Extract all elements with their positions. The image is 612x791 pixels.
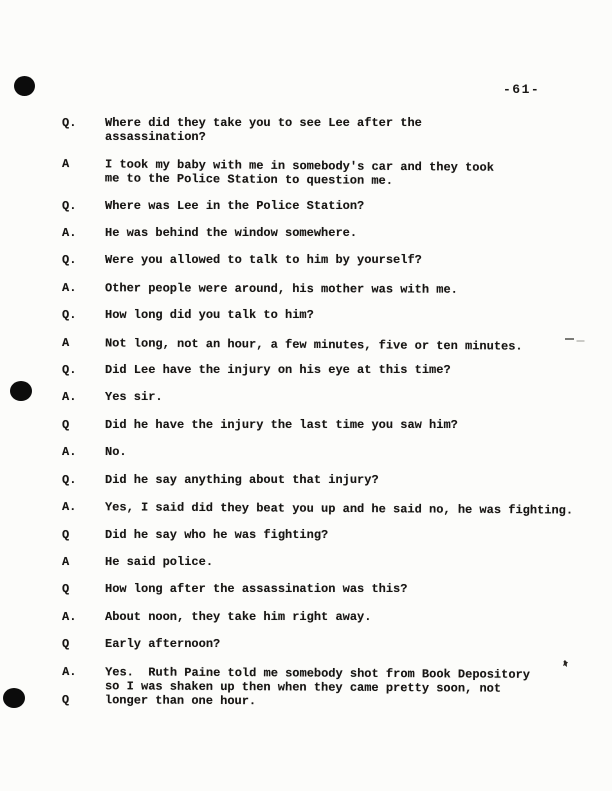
qa-row <box>62 419 592 433</box>
question-text <box>105 364 592 378</box>
text-line: so I was shaken up then when they came pretty soon, not <box>104 678 502 696</box>
answer-marker <box>62 337 105 351</box>
qa-row <box>62 282 592 298</box>
qa-row <box>62 474 592 488</box>
text-line: Did he have the injury the last time you saw him? <box>105 417 458 432</box>
marker-label: Q <box>62 637 70 652</box>
text-line: He was behind the window somewhere. <box>105 226 358 241</box>
marker-label: A. <box>61 280 77 295</box>
marker-spacer <box>62 679 105 693</box>
marker-label: A <box>62 157 70 172</box>
text-line: Yes sir. <box>105 390 163 405</box>
text-line: Did he say who he was fighting? <box>105 527 329 542</box>
qa-transcript <box>62 117 592 721</box>
text-line: Did he say anything about that injury? <box>105 472 379 487</box>
qa-row <box>62 309 592 323</box>
qa-row <box>62 158 592 190</box>
marker-label: Q. <box>62 472 77 487</box>
marker-label: A. <box>62 226 77 241</box>
marker-label: Q <box>62 417 70 432</box>
answer-text <box>105 556 592 570</box>
text-line: About noon, they take him right away. <box>105 609 372 624</box>
marker-label: Q. <box>62 116 77 130</box>
question-marker <box>62 364 105 378</box>
marker-label: A <box>61 335 70 350</box>
hole-punch-top-icon <box>14 76 35 96</box>
marker-label: A <box>62 554 70 569</box>
answer-marker <box>62 556 105 570</box>
marker-label: Q <box>62 582 70 597</box>
question-text <box>105 200 592 214</box>
answer-text <box>105 666 592 711</box>
answer-text <box>105 337 592 355</box>
answer-text <box>105 391 592 405</box>
question-marker: Q <box>61 692 70 707</box>
page-number: -61- <box>503 82 541 97</box>
qa-row <box>62 391 592 405</box>
text-line: Other people were around, his mother was with me. <box>104 281 458 297</box>
answer-text <box>105 227 592 241</box>
text-line: Where was Lee in the Police Station? <box>105 198 365 213</box>
question-text <box>105 419 592 433</box>
qa-row <box>62 666 592 711</box>
answer-marker <box>62 611 105 625</box>
text-line: Not long, not an hour, a few minutes, five or ten minutes. <box>104 335 523 354</box>
text-line: me to the Police Station to question me. <box>104 171 394 189</box>
hole-punch-middle-icon <box>10 381 32 401</box>
text-line: How long after the assassination was this? <box>105 582 408 597</box>
marker-label: Q. <box>62 198 77 213</box>
marker-label: A. <box>62 664 77 679</box>
text-line: Yes, I said did they beat you up and he said no, he was fighting. <box>104 500 574 518</box>
question-marker <box>62 254 105 268</box>
qa-row <box>62 583 592 597</box>
answer-text <box>105 611 592 625</box>
scan-speck-upper-right <box>565 338 574 340</box>
qa-row <box>62 501 592 519</box>
question-text <box>105 254 592 268</box>
marker-label: Q <box>62 527 70 542</box>
text-line: longer than one hour. <box>104 692 257 708</box>
answer-marker <box>62 446 105 460</box>
question-marker <box>62 117 105 145</box>
question-marker <box>62 309 105 323</box>
marker-label: A. <box>62 390 77 405</box>
answer-marker <box>62 501 105 515</box>
question-marker <box>62 474 105 488</box>
qa-row <box>62 611 592 625</box>
answer-marker <box>62 282 105 296</box>
text-line: He said police. <box>105 554 214 569</box>
question-marker <box>62 200 105 214</box>
answer-marker <box>62 666 105 708</box>
text-line: assassination? <box>105 129 206 144</box>
marker-label: Q. <box>62 363 77 378</box>
question-marker <box>62 529 105 543</box>
qa-row <box>62 529 592 543</box>
text-line: Were you allowed to talk to him by yourself? <box>105 253 422 268</box>
text-line: No. <box>105 445 127 460</box>
marker-label: A. <box>62 609 77 624</box>
answer-text <box>105 159 592 191</box>
question-text <box>105 117 592 145</box>
text-line: How long did you talk to him? <box>105 308 314 323</box>
answer-text <box>105 282 592 298</box>
qa-row <box>62 638 592 652</box>
question-marker <box>62 583 105 597</box>
text-line: Early afternoon? <box>105 637 221 652</box>
text-line: I took my baby with me in somebody's car and they took <box>105 157 494 176</box>
marker-label: A. <box>62 445 77 460</box>
question-marker <box>62 419 105 433</box>
answer-marker <box>62 227 105 241</box>
answer-marker <box>62 158 105 186</box>
qa-row <box>62 200 592 214</box>
marker-label: Q. <box>62 308 77 323</box>
qa-row <box>62 556 592 570</box>
qa-row <box>62 364 592 378</box>
hole-punch-bottom-icon <box>3 688 25 708</box>
answer-text <box>105 446 592 460</box>
text-line: Where did they take you to see Lee after the <box>105 116 422 130</box>
marker-label: Q. <box>62 253 77 268</box>
qa-row <box>62 446 592 460</box>
text-line: Did Lee have the injury on his eye at this time? <box>105 363 451 378</box>
question-text <box>105 638 592 652</box>
answer-marker <box>62 391 105 405</box>
answer-text <box>105 501 592 518</box>
marker-label: A. <box>61 500 77 515</box>
qa-row <box>62 117 592 145</box>
question-text <box>105 583 592 597</box>
qa-row <box>62 227 592 241</box>
question-text <box>105 309 592 323</box>
question-text <box>105 529 592 543</box>
qa-row <box>62 337 592 355</box>
question-text <box>105 474 592 488</box>
question-marker <box>62 638 105 652</box>
qa-row <box>62 254 592 268</box>
text-line: Yes. Ruth Paine told me somebody shot from Book Depository <box>105 664 530 682</box>
